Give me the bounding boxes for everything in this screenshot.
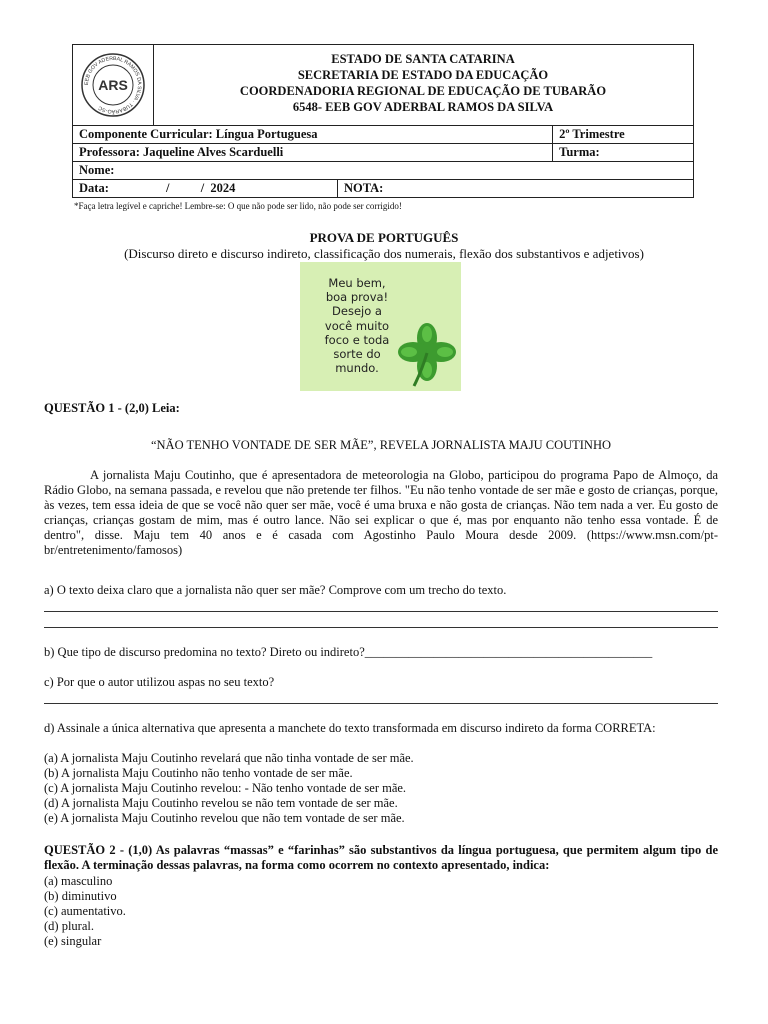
teacher-cell: Professora: Jaqueline Alves Scarduelli: [73, 144, 553, 162]
info-row: [73, 180, 694, 198]
option-item[interactable]: (e) A jornalista Maju Coutinho revelou que não tem vontade de ser mãe.: [44, 811, 405, 825]
card-line: você muito: [324, 318, 390, 333]
answer-line[interactable]: [44, 703, 718, 704]
option-item[interactable]: (e) singular: [44, 934, 102, 948]
card-message: [312, 276, 402, 375]
option-item[interactable]: (c) aumentativo.: [44, 904, 126, 918]
four-leaf-clover-icon: [392, 320, 462, 390]
q1b-question: b) Que tipo de discurso predomina no texto? Direto ou indireto?______________________________________________: [44, 645, 653, 659]
info-row: [73, 162, 694, 180]
q1-paragraph: A jornalista Maju Coutinho, que é apresentadora de meteorologia na Globo, participou do programa Papo de Almoço, da Rádio Globo, na semana passada, e revelou que não pretende ter filhos. "Eu não tenho vontade de ser mãe e gosto de crianças, porque, às vezes, tem essa ideia de que se você não quer ser mãe, você é uma bruxa e não gosta de crianças. Não tem nada a ver. Eu gosto de crianças, crianças gostam de mim, mas é outro lance. Não sei explicar o que é, mas por enquanto não tenho essa vontade. É de dentro", disse. Maju tem 40 anos e é casada com Agostinho Paulo Moura desde 2009. (https://www.msn.com/pt-br/entretenimento/famosos): [44, 468, 718, 557]
date-field[interactable]: [73, 180, 338, 198]
q1-headline: “NÃO TENHO VONTADE DE SER MÃE”, REVELA JORNALISTA MAJU COUTINHO: [150, 438, 612, 452]
seal-ring-text: EEB GOV ADERBAL RAMOS DA SILVA · TUBARÃO-SC: [83, 55, 143, 115]
q1a-question: a) O texto deixa claro que a jornalista não quer ser mãe? Comprove com um trecho do texto.: [44, 583, 507, 597]
option-item[interactable]: (c) A jornalista Maju Coutinho revelou: - Não tenho vontade de ser mãe.: [44, 781, 407, 795]
school-line: 6548- EEB GOV ADERBAL RAMOS DA SILVA: [292, 100, 554, 114]
date-label: Data:: [79, 181, 109, 195]
option-item[interactable]: (d) A jornalista Maju Coutinho revelou se não tem vontade de ser mãe.: [44, 796, 398, 810]
secretariat-line: SECRETARIA DE ESTADO DA EDUCAÇÃO: [297, 68, 549, 82]
option-item[interactable]: (a) A jornalista Maju Coutinho revelará que não tinha vontade de ser mãe.: [44, 751, 414, 765]
info-row: [73, 126, 694, 144]
card-line: Meu bem,: [328, 276, 386, 290]
card-line: mundo.: [335, 361, 379, 376]
info-row: [73, 144, 694, 162]
date-value: / / 2024: [165, 181, 236, 195]
q1d-options: [44, 751, 718, 826]
answer-line[interactable]: [44, 627, 718, 628]
name-field[interactable]: Nome:: [73, 162, 694, 180]
term-cell: 2º Trimestre: [553, 126, 694, 144]
header-lines: [153, 51, 693, 115]
seal-initials: ARS: [98, 77, 128, 93]
q2-question: QUESTÃO 2 - (1,0) As palavras “massas” e “farinhas” são substantivos da língua portuguesa, que permitem algum tipo de flexão. A terminação dessas palavras, na forma como ocorrem no contexto apresentado, indica:: [44, 843, 718, 872]
q1d-question: d) Assinale a única alternativa que apresenta a manchete do texto transformada em discurso indireto da forma CORRETA:: [44, 721, 656, 735]
good-luck-card: [300, 262, 461, 391]
state-line: ESTADO DE SANTA CATARINA: [331, 52, 515, 66]
card-line: Desejo a: [332, 304, 382, 319]
grade-field[interactable]: NOTA:: [338, 180, 694, 198]
card-line: boa prova!: [325, 290, 389, 305]
student-info-table: [72, 125, 694, 198]
class-field[interactable]: Turma:: [553, 144, 694, 162]
component-cell: Componente Curricular: Língua Portuguesa: [73, 126, 553, 144]
handwriting-note: *Faça letra legível e capriche! Lembre-se: O que não pode ser lido, não pode ser corrigido!: [74, 201, 402, 211]
card-line: foco e toda: [324, 332, 390, 347]
q2-options: [44, 874, 718, 949]
option-item[interactable]: (b) diminutivo: [44, 889, 117, 903]
school-header: [72, 44, 694, 126]
card-line: sorte do: [333, 347, 381, 362]
exam-title: PROVA DE PORTUGUÊS: [309, 230, 459, 245]
q1-heading: QUESTÃO 1 - (2,0) Leia:: [44, 401, 180, 415]
option-item[interactable]: (b) A jornalista Maju Coutinho não tenho vontade de ser mãe.: [44, 766, 353, 780]
exam-subtitle: (Discurso direto e discurso indireto, classificação dos numerais, flexão dos substantivos e adjetivos): [124, 246, 644, 261]
option-item[interactable]: (d) plural.: [44, 919, 94, 933]
answer-line[interactable]: [44, 611, 718, 612]
q1c-question: c) Por que o autor utilizou aspas no seu texto?: [44, 675, 275, 689]
logo-cell: [73, 45, 154, 125]
school-seal-icon: [73, 45, 153, 125]
coordination-line: COORDENADORIA REGIONAL DE EDUCAÇÃO DE TUBARÃO: [239, 84, 607, 98]
option-item[interactable]: (a) masculino: [44, 874, 113, 888]
